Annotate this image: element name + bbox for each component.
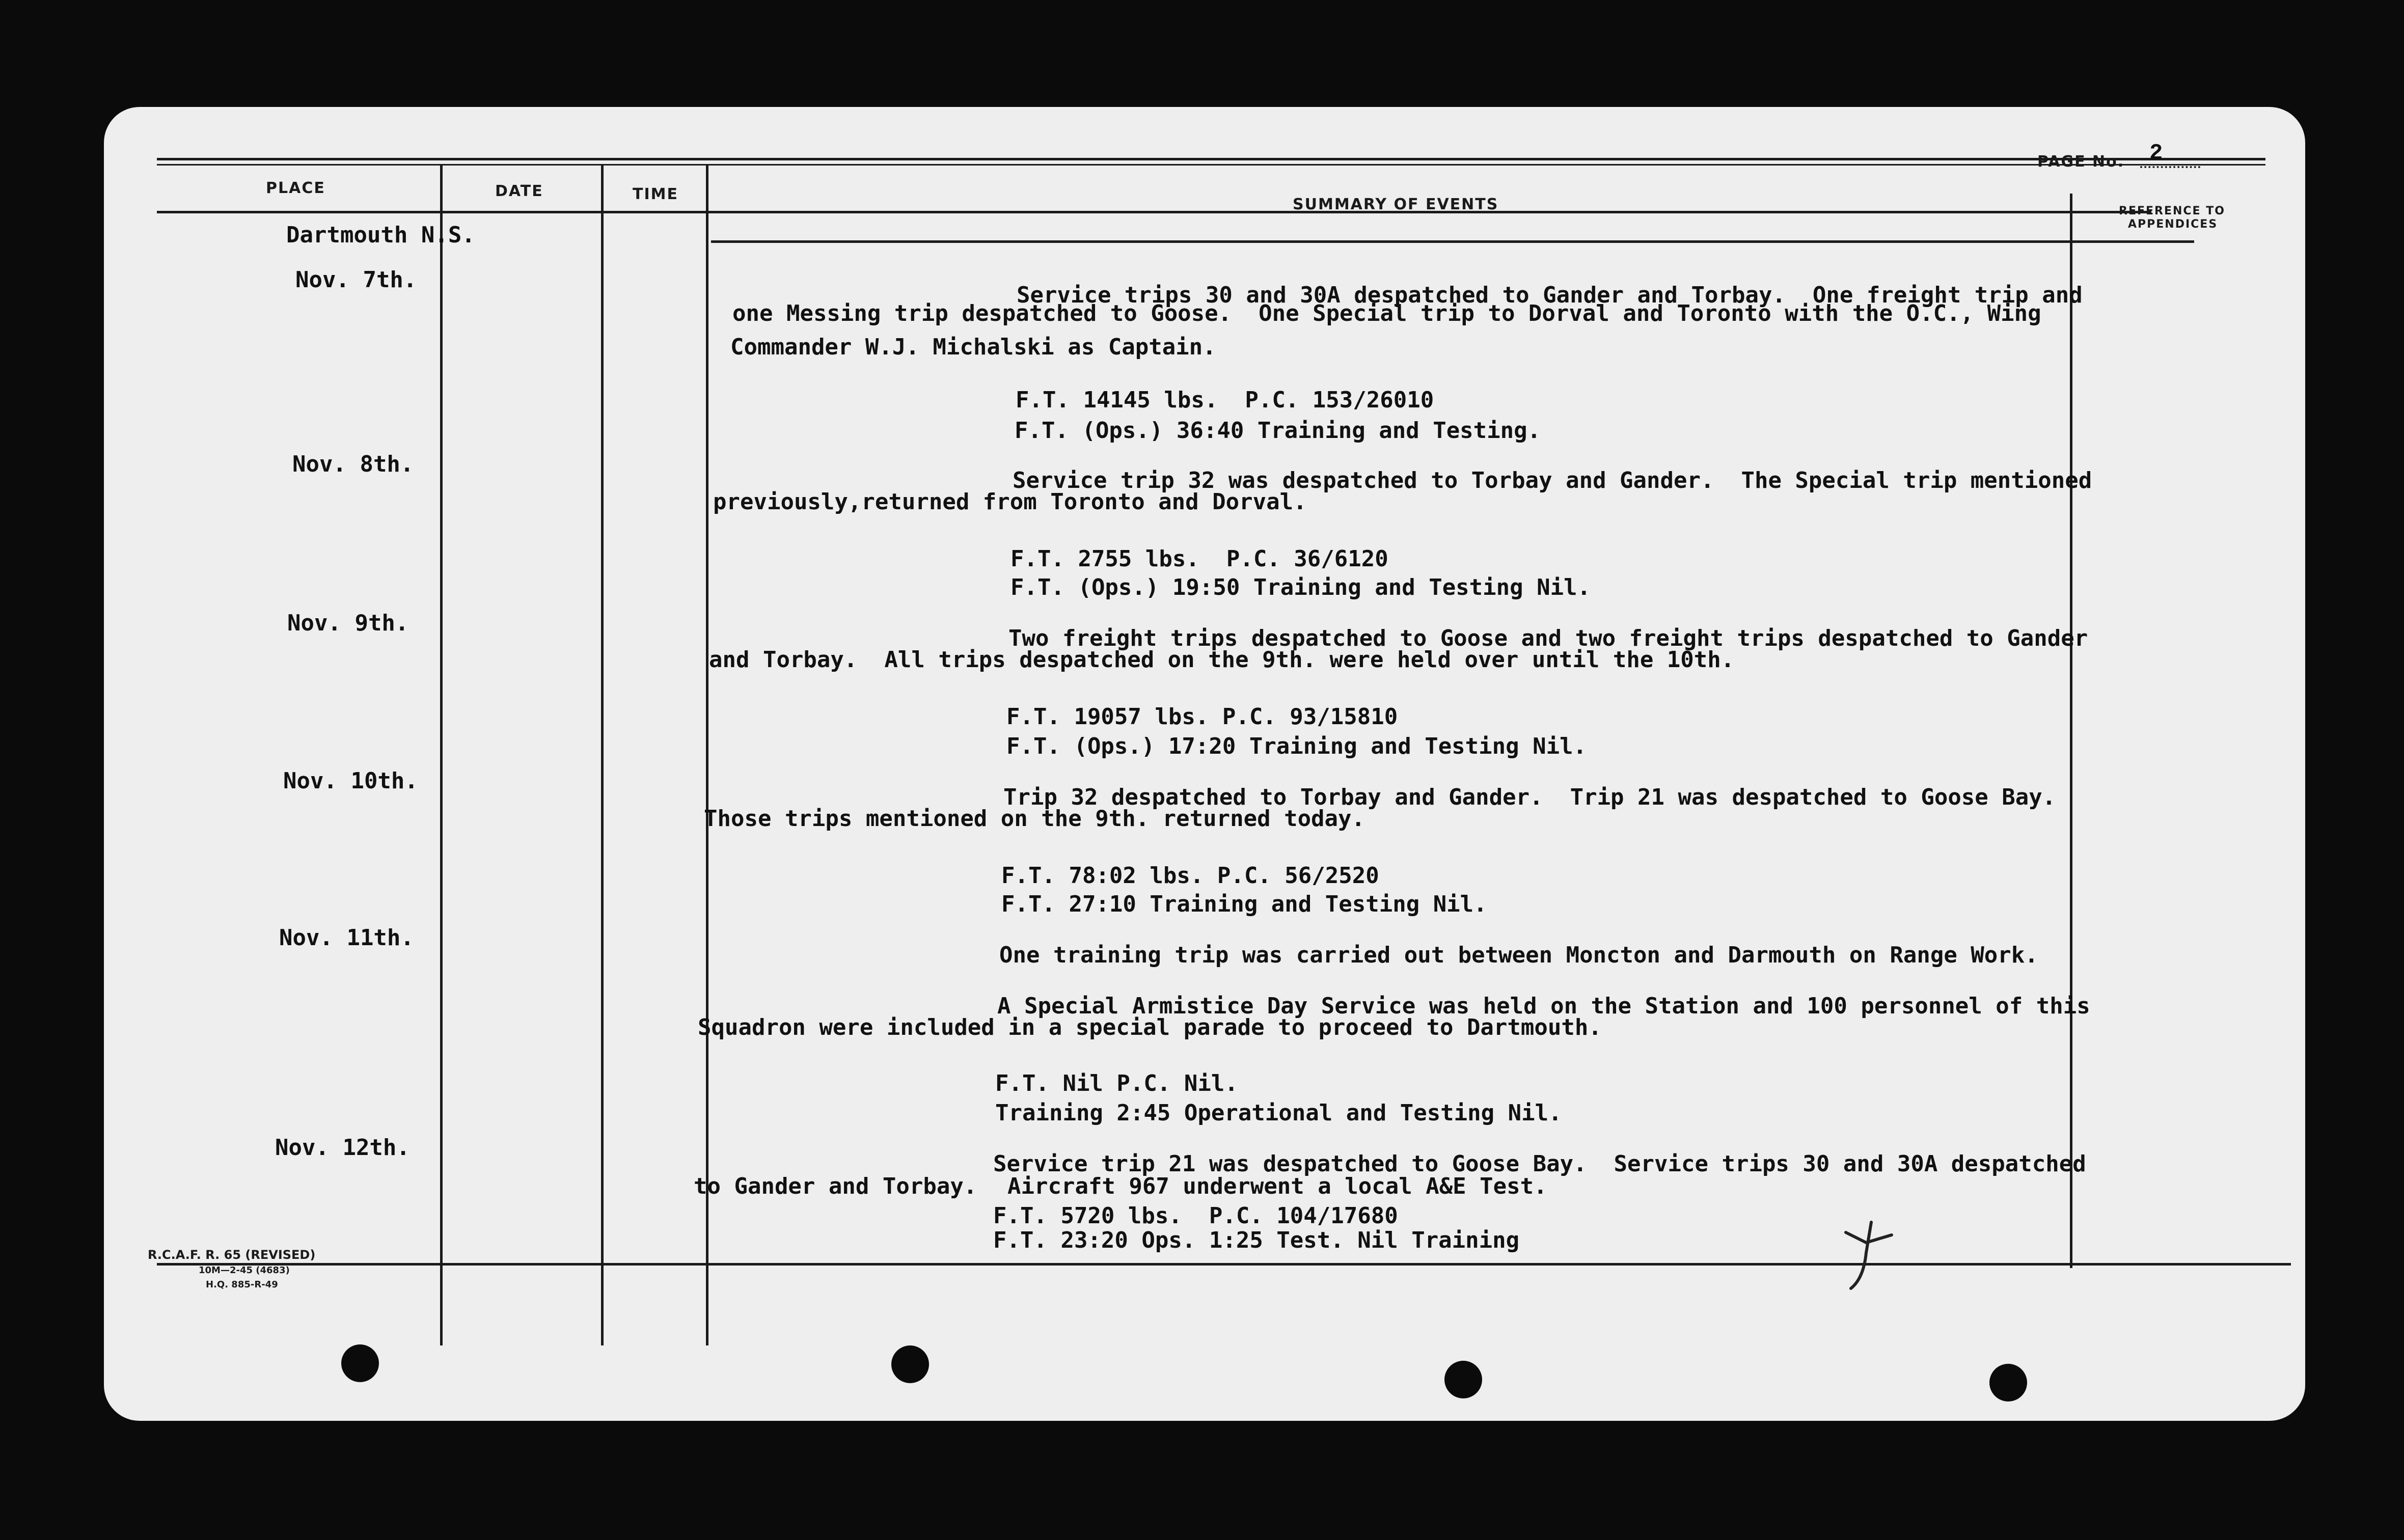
summary-line: F.T. 23:20 Ops. 1:25 Test. Nil Training — [993, 1227, 1520, 1253]
header-bottom-rule — [157, 211, 2151, 213]
summary-line: Service trip 32 was despatched to Torbay and Gander. The Special trip mentioned — [1013, 468, 2092, 493]
date-entry-nov-7: Nov. 7th. — [295, 267, 417, 293]
summary-line: previously,returned from Toronto and Dorval. — [713, 489, 1307, 515]
summary-line: Aircraft 967 underwent a local A&E Test. — [1007, 1173, 1547, 1199]
divider-place-date — [440, 164, 443, 1345]
column-header-reference-2: APPENDICES — [2128, 218, 2218, 231]
summary-line: F.T. (Ops.) 36:40 Training and Testing. — [1015, 418, 1541, 444]
page-number-value: 2 — [2149, 141, 2163, 166]
date-entry-nov-11: Nov. 11th. — [279, 925, 414, 951]
date-entry-nov-10: Nov. 10th. — [283, 768, 418, 794]
binder-hole — [891, 1345, 929, 1383]
form-print-code: 10M—2-45 (4683) — [199, 1265, 290, 1276]
summary-line: A Special Armistice Day Service was held on the Station and 100 personnel of this — [997, 993, 2090, 1019]
divider-time-summary — [706, 164, 708, 1345]
form-number: R.C.A.F. R. 65 (REVISED) — [148, 1248, 316, 1262]
date-entry-nov-12: Nov. 12th. — [275, 1135, 410, 1161]
summary-line: F.T. 19057 lbs. P.C. 93/15810 — [1006, 704, 1398, 730]
date-entry-nov-9: Nov. 9th. — [287, 610, 409, 636]
summary-line: Those trips mentioned on the 9th. returned today. — [704, 806, 1365, 832]
date-entry-nov-8: Nov. 8th. — [292, 451, 414, 477]
summary-line: Service trips 30 and 30A despatched to Gander and Torbay. One freight trip and — [1017, 282, 2083, 308]
summary-line: F.T. 14145 lbs. P.C. 153/26010 — [1016, 387, 1434, 413]
summary-line: and Torbay. All trips despatched on the 9th. were held over until the 10th. — [709, 647, 1735, 673]
column-header-summary: SUMMARY OF EVENTS — [1293, 196, 1499, 213]
summary-line: Two freight trips despatched to Goose and two freight trips despatched to Gander — [1008, 625, 2088, 651]
binder-hole — [341, 1344, 379, 1382]
column-header-time: TIME — [633, 185, 678, 203]
footer-rule — [157, 1263, 2291, 1266]
summary-line: Service trip 21 was despatched to Goose Bay. Service trips 30 and 30A despatched — [993, 1151, 2086, 1177]
summary-line: One training trip was carried out between Moncton and Darmouth on Range Work. — [999, 942, 2038, 968]
column-header-date: DATE — [495, 182, 543, 200]
divider-summary-reference — [2070, 194, 2072, 1268]
summary-line: to Gander and Torbay. — [694, 1173, 977, 1199]
form-hq-code: H.Q. 885-R-49 — [206, 1279, 278, 1290]
binder-hole — [1989, 1364, 2027, 1401]
diary-page — [104, 107, 2305, 1421]
summary-line: F.T. 5720 lbs. P.C. 104/17680 — [993, 1203, 1398, 1229]
summary-line: Training 2:45 Operational and Testing Nil. — [995, 1100, 1562, 1126]
summary-line: F.T. (Ops.) 19:50 Training and Testing Nil. — [1010, 574, 1591, 600]
page-number-dots — [2140, 166, 2200, 168]
binder-hole — [1444, 1361, 1482, 1398]
summary-line: Commander W.J. Michalski as Captain. — [730, 334, 1216, 360]
divider-date-time — [601, 164, 604, 1345]
summary-line: Trip 32 despatched to Torbay and Gander. Trip 21 was despatched to Goose Bay. — [1003, 784, 2056, 810]
column-header-place: PLACE — [266, 179, 325, 197]
summary-line: F.T. Nil P.C. Nil. — [995, 1070, 1238, 1096]
summary-line: one Messing trip despatched to Goose. One Special trip to Dorval and Toronto with the O.C., Wing — [732, 300, 2041, 326]
summary-header-rule — [711, 240, 2194, 243]
summary-line: F.T. (Ops.) 17:20 Training and Testing Nil. — [1006, 733, 1587, 759]
column-header-reference-1: REFERENCE TO — [2119, 205, 2225, 217]
summary-line: F.T. 27:10 Training and Testing Nil. — [1001, 891, 1487, 917]
handwritten-initial — [1836, 1212, 1912, 1299]
place-dartmouth: Dartmouth N.S. — [286, 222, 475, 248]
header-top-rule-2 — [157, 164, 2265, 166]
header-top-rule — [157, 158, 2265, 160]
summary-line: Squadron were included in a special parade to proceed to Dartmouth. — [698, 1014, 1602, 1040]
page-number-label: PAGE No. — [2037, 153, 2125, 171]
summary-line: F.T. 78:02 lbs. P.C. 56/2520 — [1001, 863, 1379, 889]
summary-line: F.T. 2755 lbs. P.C. 36/6120 — [1010, 546, 1388, 572]
